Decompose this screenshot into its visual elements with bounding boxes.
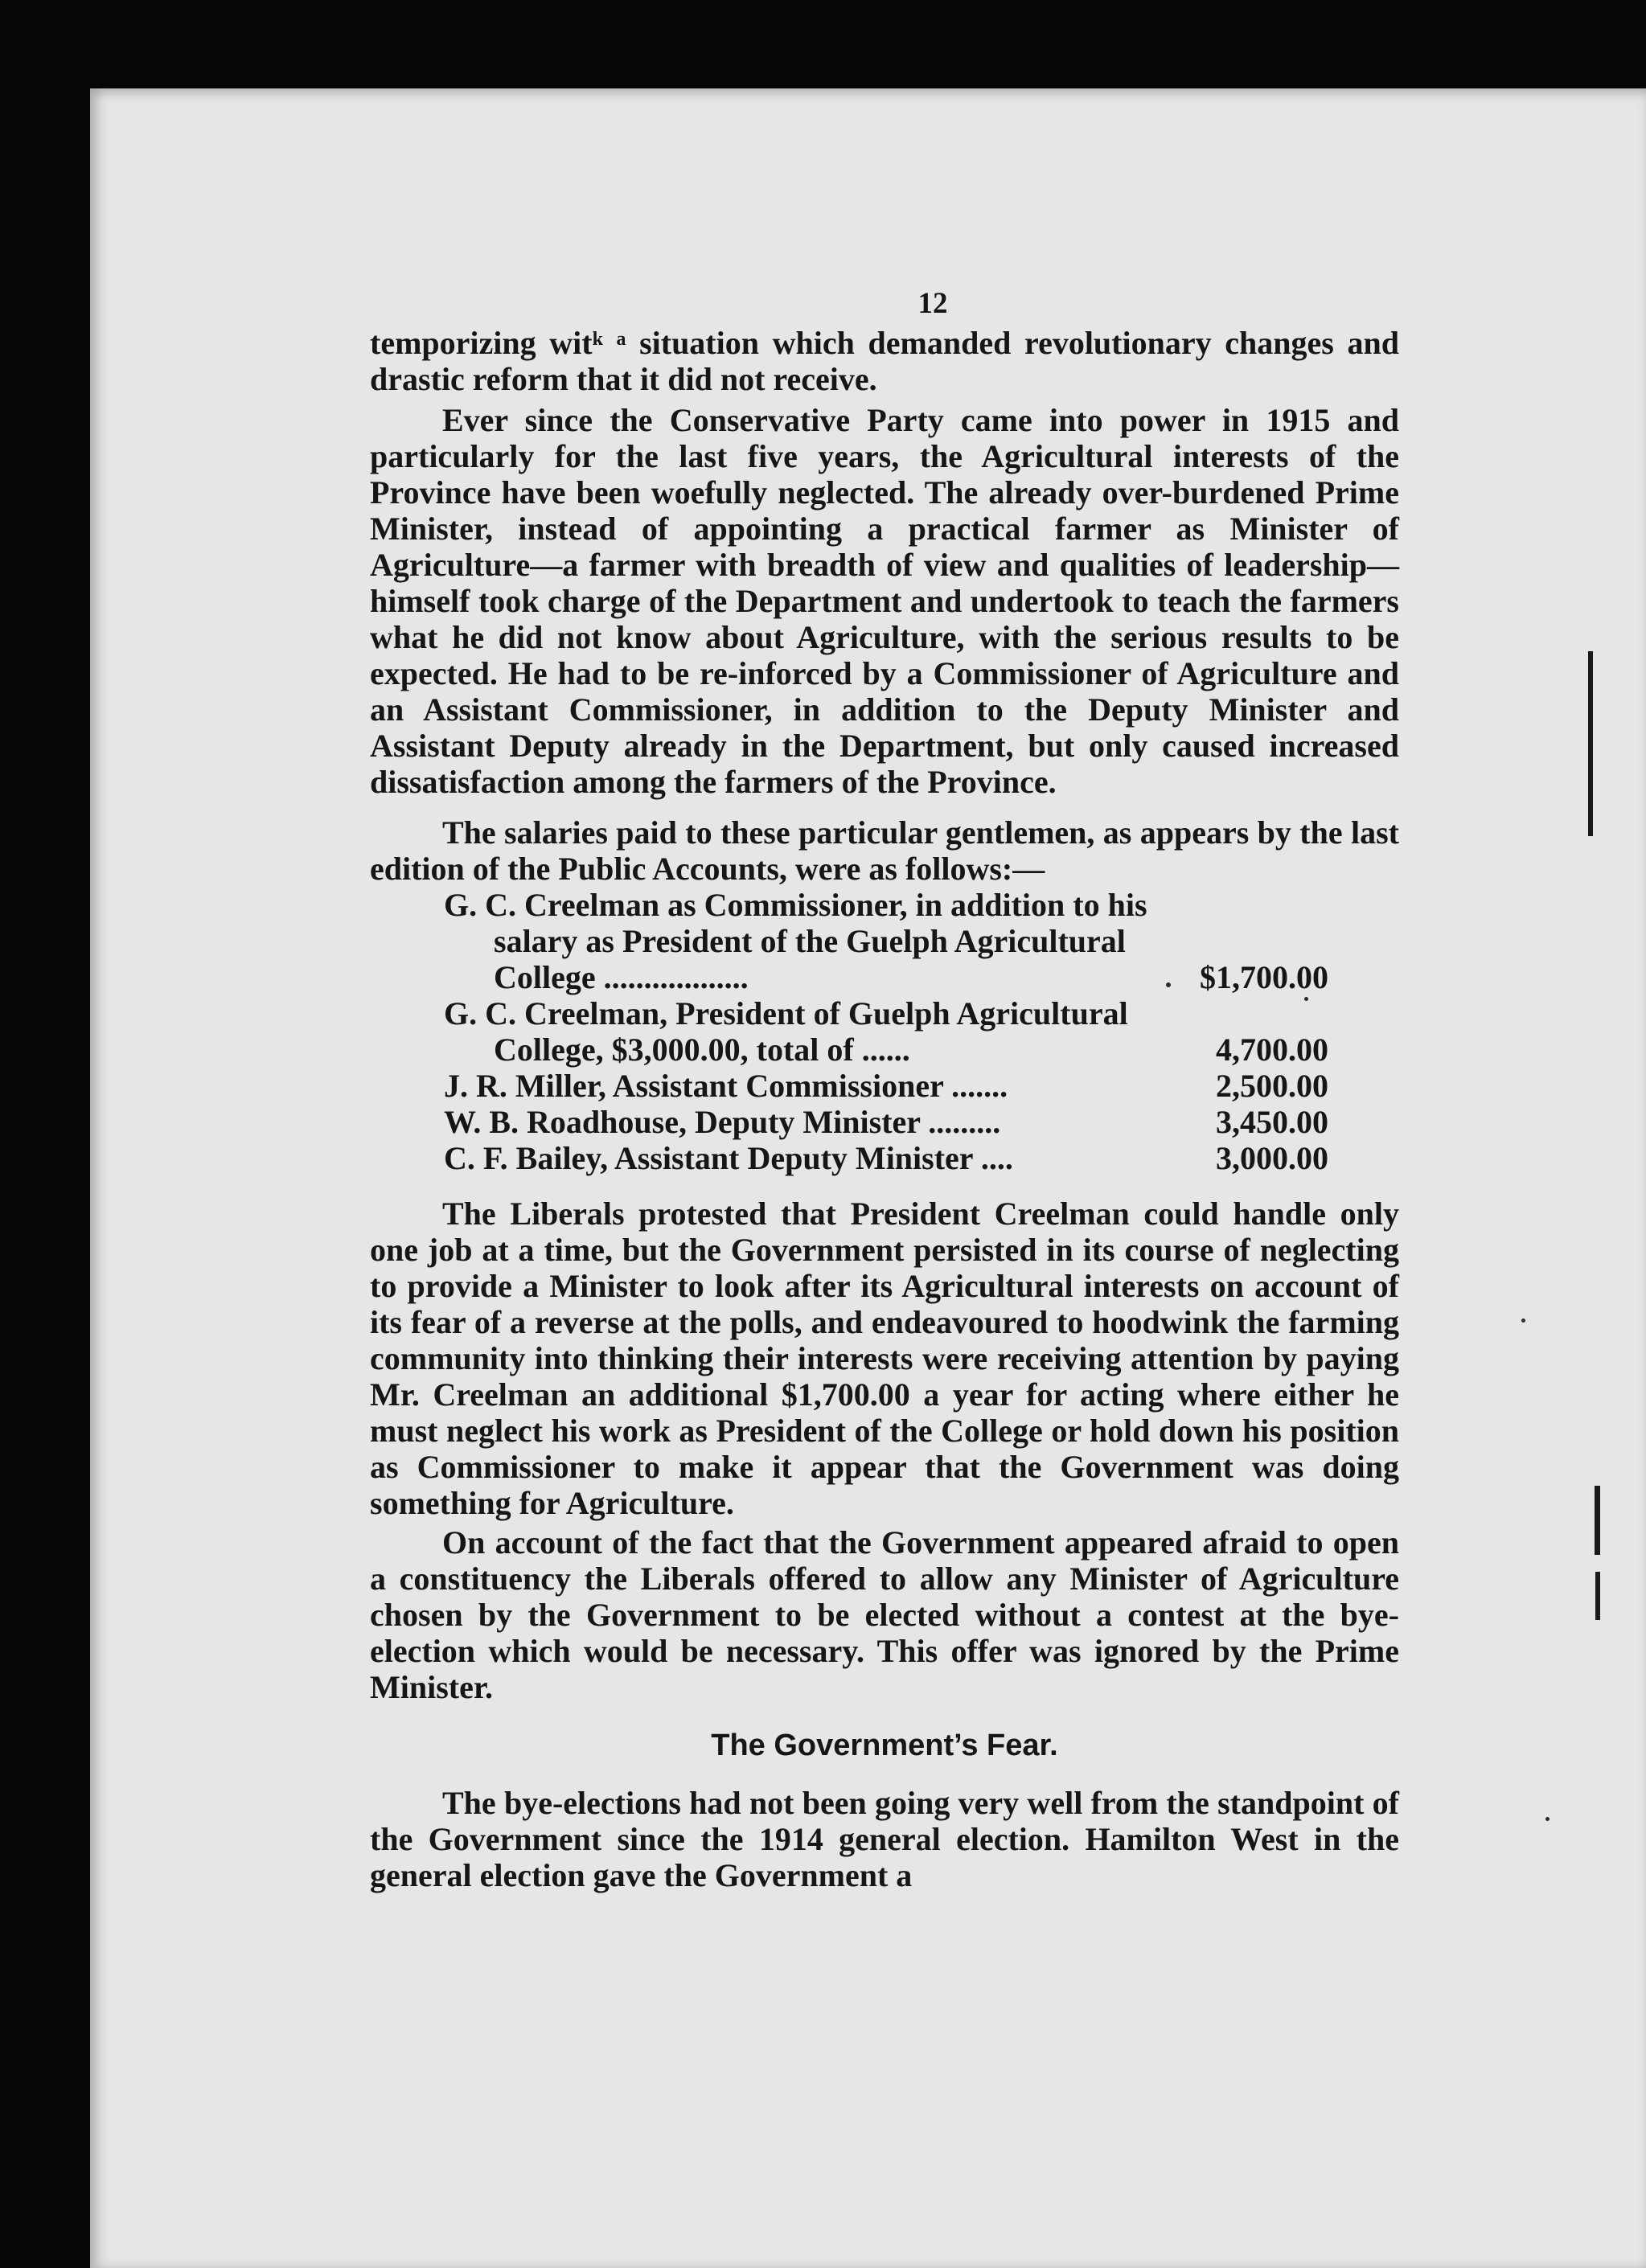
salary-row (444, 1068, 1328, 1104)
page-text (370, 285, 1399, 1893)
paragraph: The bye-elections had not been going very well from the standpoint of the Government since the 1914 general election. Hamilton West in the general election gave the Government a (370, 1785, 1399, 1893)
salary-amount: 3,450.00 (1216, 1104, 1328, 1140)
margin-mark (1588, 651, 1593, 836)
salary-amount: $1,700.00 (1200, 959, 1328, 995)
salary-row (444, 887, 1328, 995)
paragraph: temporizing witᵏ ᵃ situation which demanded revolutionary changes and drastic reform that it did not receive. (370, 325, 1399, 397)
salary-description: J. R. Miller, Assistant Commissioner ....... (444, 1068, 1008, 1104)
salary-row (444, 1104, 1328, 1140)
salary-row (444, 995, 1328, 1068)
salary-description: G. C. Creelman, President of Guelph Agricultural College, $3,000.00, total of ...... (444, 995, 1128, 1068)
scan-speck (1545, 1817, 1550, 1821)
salary-row (444, 1140, 1328, 1176)
scan-speck (1521, 1319, 1525, 1323)
salary-description: C. F. Bailey, Assistant Deputy Minister .... (444, 1140, 1013, 1176)
salary-amount: 4,700.00 (1216, 1031, 1328, 1068)
salary-description: W. B. Roadhouse, Deputy Minister ......... (444, 1104, 1001, 1140)
paragraph: On account of the fact that the Government appeared afraid to open a constituency the Liberals offered to allow any Minister of Agriculture chosen by the Government to be elected without a contest at the bye-election which would be necessary. This offer was ignored by the Prime Minister. (370, 1524, 1399, 1705)
section-heading: The Government’s Fear. (711, 1729, 1058, 1762)
paragraph: Ever since the Conservative Party came into power in 1915 and particularly for the last five years, the Agricultural interests of the Province have been woefully neglected. The already over-burdened Prime Minister, instead of appointing a practical farmer as Minister of Agriculture—a farmer with breadth of view and qualities of leadership—himself took charge of the Department and undertook to teach the farmers what he did not know about Agriculture, with the serious results to be expected. He had to be re-inforced by a Commissioner of Agriculture and an Assistant Commissioner, in addition to the Deputy Minister and Assistant Deputy already in the Department, but only caused increased dissatisfaction among the farmers of the Province. (370, 402, 1399, 800)
salary-description: G. C. Creelman as Commissioner, in addition to his salary as President of the Guelph Agricultural College .................. (444, 887, 1147, 995)
salary-amount: 2,500.00 (1216, 1068, 1328, 1104)
paragraph: The salaries paid to these particular gentlemen, as appears by the last edition of the Public Accounts, were as follows:— (370, 814, 1399, 887)
paragraph: The Liberals protested that President Creelman could handle only one job at a time, but the Government persisted in its course of neglecting to provide a Minister to look after its Agricultural interests on account of its fear of a reverse at the polls, and endeavoured to hoodwink the farming community into thinking their interests were receiving attention by paying Mr. Creelman an additional $1,700.00 a year for acting where either he must neglect his work as President of the College or hold down his position as Commissioner to make it appear that the Government was doing something for Agriculture. (370, 1196, 1399, 1521)
margin-mark (1595, 1572, 1600, 1620)
page-number: 12 (917, 287, 948, 320)
salary-amount: 3,000.00 (1216, 1140, 1328, 1176)
margin-mark (1595, 1486, 1600, 1555)
salary-list (444, 887, 1328, 1176)
